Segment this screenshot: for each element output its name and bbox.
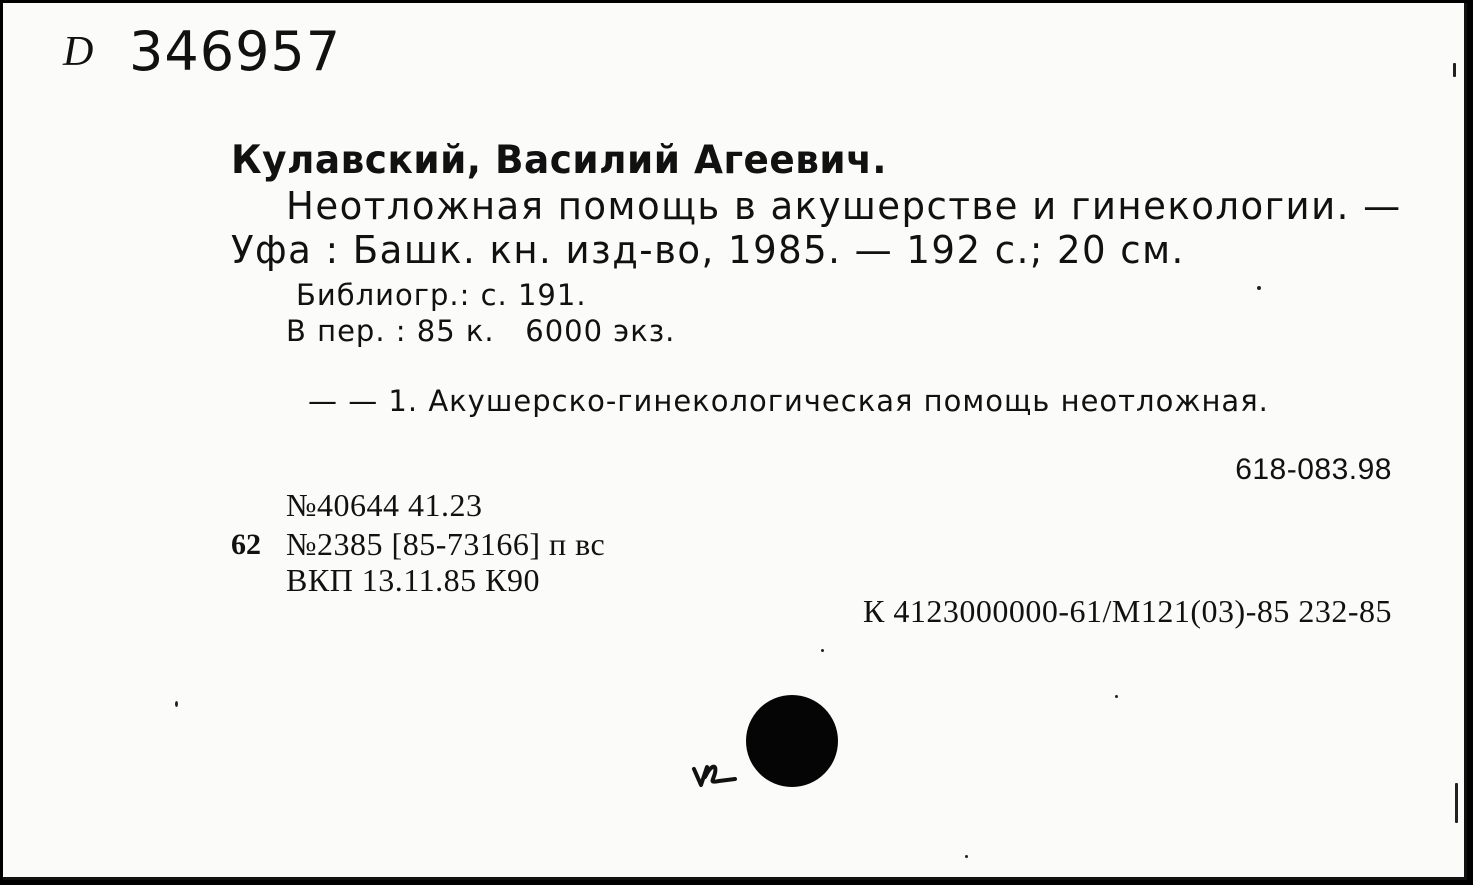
speck: [821, 649, 824, 652]
speck: [1257, 286, 1261, 290]
imprint: Уфа : Башк. кн. изд-во, 1985. — 192 с.; 20 см.: [231, 228, 1185, 272]
udc-code: 618-083.98: [1235, 453, 1392, 486]
speck: [1455, 783, 1458, 823]
publisher-code: К 4123000000-61/М121(03)-85 232-85: [863, 593, 1392, 629]
order-line-2: №2385 [85-73166] п вс: [286, 526, 606, 562]
stamp-number: 346957: [129, 20, 342, 83]
bibliography-note: Библиогр.: с. 191.: [296, 278, 587, 312]
stamp-prefix: D: [63, 29, 94, 75]
book-title: Неотложная помощь в акушерстве и гинекологии. —: [286, 184, 1402, 228]
card-number: 62: [231, 528, 261, 561]
subject-heading: — — 1. Акушерско-гинекологическая помощь неотложная.: [308, 384, 1269, 418]
price-note: В пер. : 85 к. 6000 экз.: [286, 314, 676, 348]
speck: [1453, 63, 1456, 77]
vkp-line: ВКП 13.11.85 К90: [286, 562, 540, 598]
catalog-card: [3, 3, 1467, 880]
punch-hole: [746, 695, 838, 787]
author-heading: Кулавский, Василий Агеевич.: [231, 138, 888, 183]
handwritten-initials-mark: [691, 755, 737, 789]
order-line-1: №40644 41.23: [286, 487, 483, 523]
speck: [965, 855, 968, 858]
speck: [175, 701, 178, 707]
speck: [1115, 695, 1118, 698]
